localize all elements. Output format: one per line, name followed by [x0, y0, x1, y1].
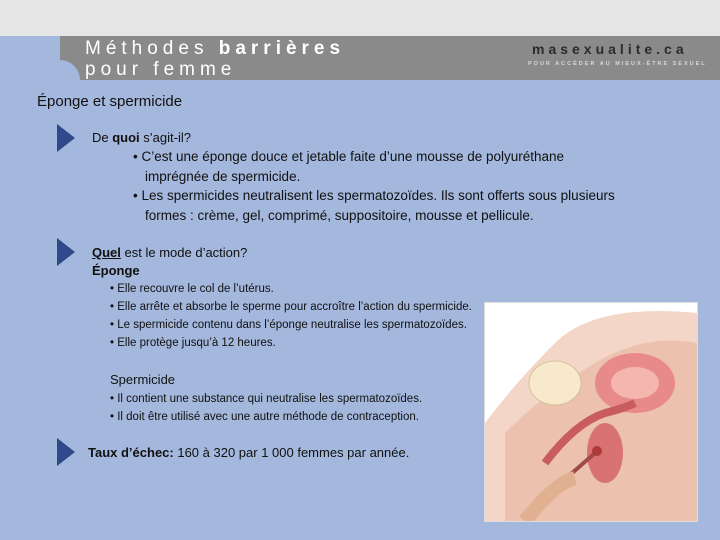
- failure-rate-value: 160 à 320 par 1 000 femmes par année.: [173, 445, 410, 460]
- list-item: • Le spermicide contenu dans l’éponge neutralise les spermatozoïdes.: [110, 319, 467, 331]
- question-what: [92, 130, 191, 145]
- title-bold: barrières: [218, 38, 346, 59]
- list-item: • Elle arrête et absorbe le sperme pour accroître l’action du spermicide.: [110, 301, 472, 313]
- anatomy-illustration: [484, 302, 698, 522]
- failure-rate-label: Taux d’échec:: [88, 445, 174, 460]
- title-line2: pour femme: [85, 59, 237, 80]
- q-prefix: De: [92, 130, 113, 145]
- q-suffix: s’agit-il?: [139, 130, 191, 145]
- question-how: [92, 245, 247, 260]
- list-item: • Il doit être utilisé avec une autre méthode de contraception.: [110, 411, 419, 423]
- bullet-arrow-icon: [57, 438, 75, 466]
- bullet-line: • C’est une éponge douce et jetable faite d’une mousse de polyuréthane: [133, 149, 565, 164]
- q-suffix: est le mode d’action?: [120, 245, 248, 260]
- brand-logo: masexualite.ca: [532, 41, 688, 57]
- anatomy-drawing: [485, 303, 697, 521]
- q-bold: Quel: [92, 245, 121, 260]
- bullet-arrow-icon: [57, 238, 75, 266]
- list-item: • Elle recouvre le col de l’utérus.: [110, 283, 274, 295]
- list-item: • Elle protège jusqu’à 12 heures.: [110, 337, 276, 349]
- page-title: Éponge et spermicide: [37, 93, 183, 110]
- spermicide-list: [110, 390, 422, 426]
- brand-tagline: POUR ACCÉDER AU MIEUX-ÊTRE SEXUEL: [528, 61, 707, 67]
- definition-bullet-2: [133, 186, 615, 226]
- definition-bullet-1: [133, 147, 564, 187]
- subheading-sponge: Éponge: [92, 263, 140, 278]
- bullet-line: formes : crème, gel, comprimé, suppositoire, mousse et pellicule.: [145, 208, 534, 223]
- slide-title: [85, 38, 345, 80]
- subheading-spermicide: Spermicide: [110, 372, 176, 387]
- title-light: Méthodes: [85, 38, 209, 59]
- q-bold: quoi: [112, 130, 140, 145]
- bullet-arrow-icon: [57, 124, 75, 152]
- list-item: • Il contient une substance qui neutralise les spermatozoïdes.: [110, 393, 423, 405]
- top-bar: [0, 0, 720, 36]
- sponge-list: [110, 280, 472, 352]
- bullet-line: imprégnée de spermicide.: [145, 169, 301, 184]
- bullet-line: • Les spermicides neutralisent les spermatozoïdes. Ils sont offerts sous plusieurs: [133, 188, 615, 203]
- failure-rate: [88, 445, 409, 460]
